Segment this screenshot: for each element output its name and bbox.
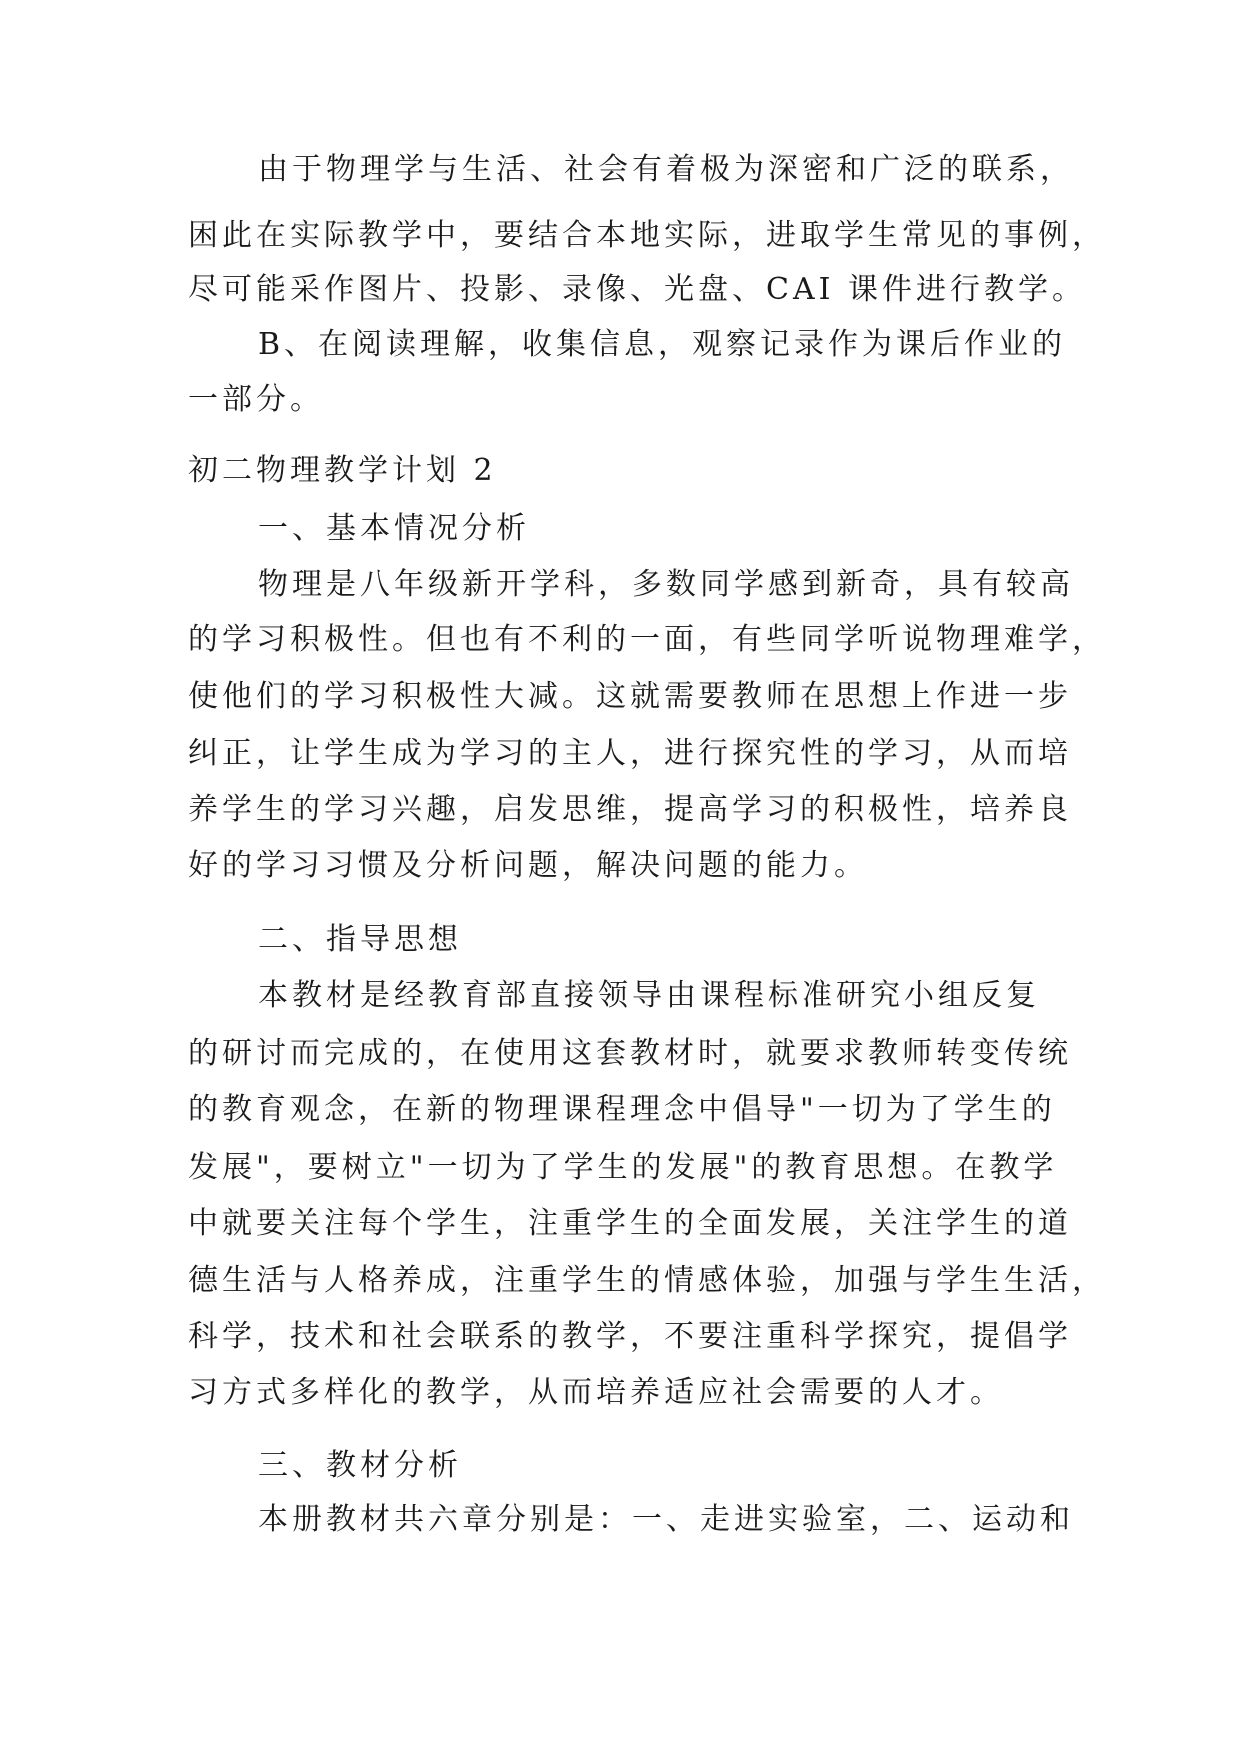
- paragraph-line: 的研讨而完成的，在使用这套教材时，就要求教师转变传统: [188, 1036, 1072, 1071]
- paragraph-line: 物理是八年级新开学科，多数同学感到新奇，具有较高: [258, 567, 1074, 602]
- paragraph-line: 由于物理学与生活、社会有着极为深密和广泛的联系，: [258, 152, 1074, 187]
- paragraph-line: 习方式多样化的教学，从而培养适应社会需要的人才。: [188, 1375, 1004, 1410]
- paragraph-line: 德生活与人格养成，注重学生的情感体验，加强与学生生活，: [188, 1263, 1106, 1298]
- paragraph-line: 科学，技术和社会联系的教学，不要注重科学探究，提倡学: [188, 1319, 1072, 1354]
- section-title: 初二物理教学计划 2: [188, 453, 497, 488]
- paragraph-line: 的教育观念，在新的物理课程理念中倡导"一切为了学生的: [188, 1092, 1056, 1127]
- section-heading: 一、基本情况分析: [258, 511, 530, 546]
- paragraph-line: 好的学习习惯及分析问题，解决问题的能力。: [188, 848, 868, 883]
- paragraph-line: 尽可能采作图片、投影、录像、光盘、CAI 课件进行教学。: [188, 272, 1087, 307]
- paragraph-line: 本教材是经教育部直接领导由课程标准研究小组反复: [258, 978, 1040, 1013]
- paragraph-line: 困此在实际教学中，要结合本地实际，进取学生常见的事例，: [188, 218, 1106, 253]
- paragraph-line: 本册教材共六章分别是：一、走进实验室，二、运动和: [258, 1502, 1074, 1537]
- paragraph-line: 发展"，要树立"一切为了学生的发展"的教育思想。在教学: [188, 1150, 1058, 1185]
- paragraph-line: 的学习积极性。但也有不利的一面，有些同学听说物理难学，: [188, 622, 1106, 657]
- section-heading: 三、教材分析: [258, 1448, 462, 1483]
- paragraph-line: 养学生的学习兴趣，启发思维，提高学习的积极性，培养良: [188, 792, 1072, 827]
- paragraph-line: 中就要关注每个学生，注重学生的全面发展，关注学生的道: [188, 1206, 1072, 1241]
- paragraph-line: 纠正，让学生成为学习的主人，进行探究性的学习，从而培: [188, 736, 1072, 771]
- paragraph-line: 一部分。: [188, 382, 324, 417]
- paragraph-line: 使他们的学习积极性大减。这就需要教师在思想上作进一步: [188, 679, 1072, 714]
- section-heading: 二、指导思想: [258, 922, 462, 957]
- paragraph-line: B、在阅读理解，收集信息，观察记录作为课后作业的: [258, 327, 1067, 362]
